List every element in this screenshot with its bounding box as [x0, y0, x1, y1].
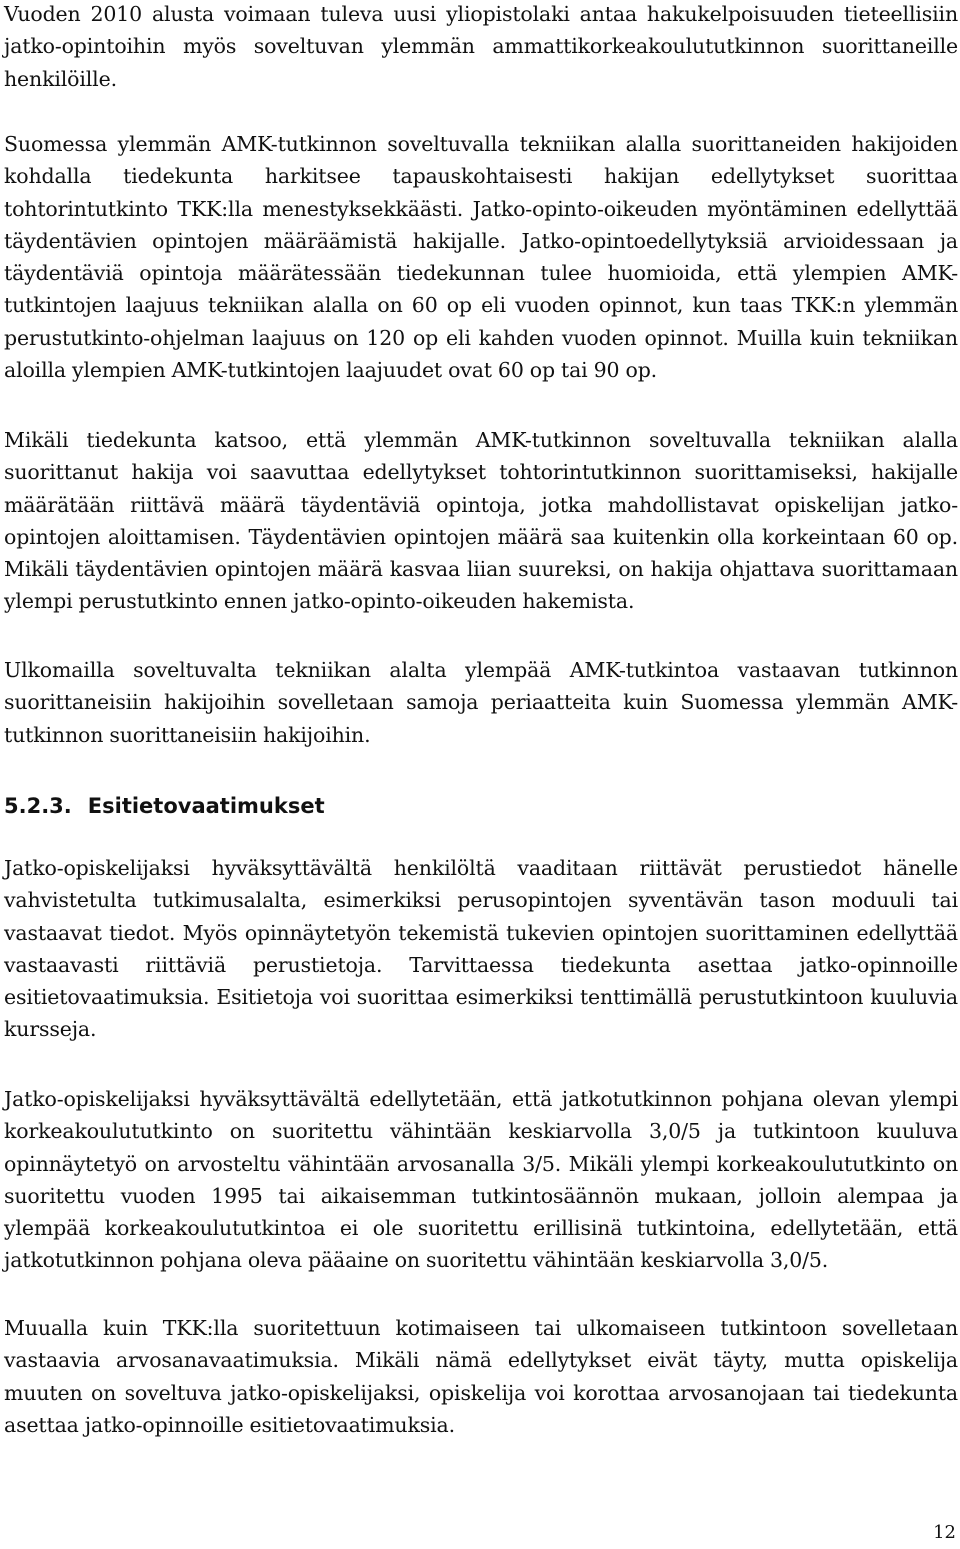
paragraph-1: Vuoden 2010 alusta voimaan tuleva uusi yliopistolaki antaa hakukelpoisuuden tieteellisiin jatko-opintoihin myös soveltuvan ylemmän ammattikorkeakoulututkinnon suorittaneille henkilöille. [4, 2, 958, 91]
section-heading [4, 790, 325, 822]
paragraph-4: Ulkomailla soveltuvalta tekniikan alalta ylempää AMK-tutkintoa vastaavan tutkinnon suorittaneisiin hakijoihin sovelletaan samoja periaatteita kuin Suomessa ylemmän AMK-tutkinnon suorittaneisiin hakijoihin. [4, 658, 958, 747]
section-number: 5.2.3. [4, 794, 72, 818]
section-paragraph-3: Muualla kuin TKK:lla suoritettuun kotimaiseen tai ulkomaiseen tutkintoon sovelletaan vastaavia arvosanavaatimuksia. Mikäli nämä edellytykset eivät täyty, mutta opiskelija muuten on soveltuva jatko-opiskelijaksi, opiskelija voi korottaa arvosanojaan tai tiedekunta asettaa jatko-opinnoille esitietovaatimuksia. [4, 1316, 958, 1437]
paragraph-2: Suomessa ylemmän AMK-tutkinnon soveltuvalla tekniikan alalla suorittaneiden hakijoiden kohdalla tiedekunta harkitsee tapauskohtaisesti hakijan edellytykset suorittaa tohtorintutkinto TKK:lla menestyksekkäästi. Jatko-opinto-oikeuden myöntäminen edellyttää täydentävien opintojen määräämistä hakijalle. Jatko-opintoedellytyksiä arvioidessaan ja täydentäviä opintoja määrätessään tiedekunnan tulee huomioida, että ylempien AMK-tutkintojen laajuus tekniikan alalla on 60 op eli vuoden opinnot, kun taas TKK:n ylemmän perustutkinto-ohjelman laajuus on 120 op eli kahden vuoden opinnot. Muilla kuin tekniikan aloilla ylempien AMK-tutkintojen laajuudet ovat 60 op tai 90 op. [4, 132, 958, 383]
paragraph-3: Mikäli tiedekunta katsoo, että ylemmän AMK-tutkinnon soveltuvalla tekniikan alalla suorittanut hakija voi saavuttaa edellytykset tohtorintutkinnon suorittamiseksi, hakijalle määrätään riittävä määrä täydentäviä opintoja, jotka mahdollistavat opiskelijan jatko-opintojen aloittamisen. Täydentävien opintojen määrä saa kuitenkin olla korkeintaan 60 op. Mikäli täydentävien opintojen määrä kasvaa liian suureksi, on hakija ohjattava suorittamaan ylempi perustutkinto ennen jatko-opinto-oikeuden hakemista. [4, 428, 958, 614]
section-title: Esitietovaatimukset [87, 794, 325, 818]
section-paragraph-2: Jatko-opiskelijaksi hyväksyttävältä edellytetään, että jatkotutkinnon pohjana olevan ylempi korkeakoulututkinto on suoritettu vähintään keskiarvolla 3,0/5 ja tutkintoon kuuluva opinnäytetyö on arvosteltu vähintään arvosanalla 3/5. Mikäli ylempi korkeakoulututkinto on suoritettu vuoden 1995 tai aikaisemman tutkintosäännön mukaan, jolloin alempaa ja ylempää korkeakoulututkintoa ei ole suoritettu erillisinä tutkintoina, edellytetään, että jatkotutkinnon pohjana oleva pääaine on suoritettu vähintään keskiarvolla 3,0/5. [4, 1087, 958, 1273]
page-number: 12 [933, 1522, 956, 1543]
section-paragraph-1: Jatko-opiskelijaksi hyväksyttävältä henkilöltä vaaditaan riittävät perustiedot hänelle vahvistetulta tutkimusalalta, esimerkiksi perusopintojen syventävän tason moduuli tai vastaavat tiedot. Myös opinnäytetyön tekemistä tukevien opintojen suorittaminen edellyttää vastaavasti riittäviä perustietoja. Tarvittaessa tiedekunta asettaa jatko-opinnoille esitietovaatimuksia. Esitietoja voi suorittaa esimerkiksi tenttimällä perustutkintoon kuuluvia kursseja. [4, 856, 958, 1042]
